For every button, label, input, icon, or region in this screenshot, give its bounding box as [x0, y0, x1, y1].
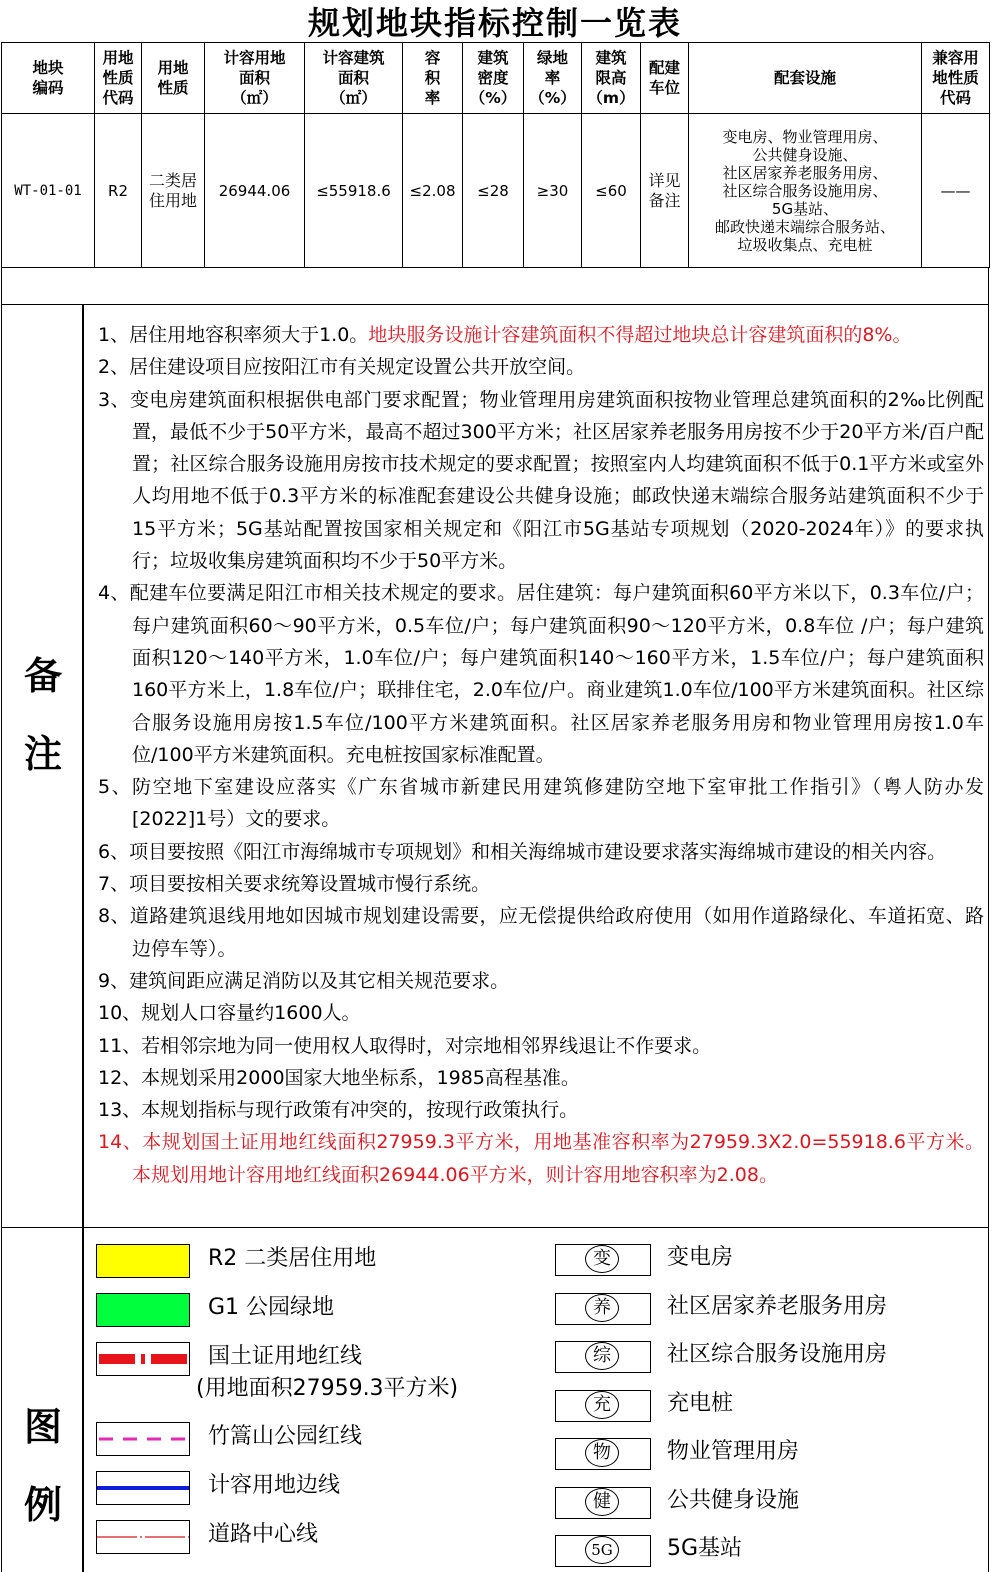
cell-line: 建筑: [595, 49, 627, 67]
legend-section: [1, 1228, 989, 1572]
facility-symbol-box: [555, 1390, 651, 1422]
remarks-label-char-1: 备: [23, 653, 62, 698]
remark-note: [98, 384, 984, 578]
cell-line: （m）: [587, 89, 635, 107]
cell-line: 性质: [157, 79, 189, 97]
cell-line: 面积: [337, 69, 369, 87]
legend-item-label: 国土证用地红线: [208, 1344, 363, 1369]
circled-symbol-icon: 养: [585, 1294, 619, 1322]
remark-note: [98, 997, 984, 1029]
facility-label: 5G基站: [667, 1536, 743, 1561]
remark-highlight: 地块服务设施计容建筑面积不得超过地块总计容建筑面积的8%。: [368, 324, 912, 346]
legend-item-label: R2 二类居住用地: [208, 1246, 377, 1271]
remark-text: 3、变电房建筑面积根据供电部门要求配置；物业管理用房建筑面积按物业管理总建筑面积的2‰比例配置，最低不少于50平方米，最高不超过300平方米；社区居家养老服务用房按不少于20平方米/百户配置；社区综合服务设施用房按市技术规定的要求配置；按照室内人均建筑面积不低于0.1平方米或室外人均用地不低于0.3平方米的标准配套建设公共健身设施；邮政快递末端综合服务站建筑面积不少于15平方米；5G基站配置按国家相关规定和《阳江市5G基站专项规划（2020-2024年）》的要求执行；垃圾收集房建筑面积均不少于50平方米。: [98, 388, 984, 573]
cell-line: 用地: [102, 49, 134, 67]
header-code: [2, 43, 95, 114]
remark-highlight: 14、本规划国土证用地红线面积27959.3平方米，用地基准容积率为27959.3X2.0=55918.6平方米。本规划用地计容用地红线面积26944.06平方米，则计容用地容积率为2.08。: [98, 1131, 984, 1186]
facility-label: 充电桩: [667, 1390, 734, 1416]
legend-item-park-line: [96, 1422, 536, 1462]
cell-green: ≥30: [524, 114, 582, 268]
cell-line: 面积: [238, 69, 270, 87]
remark-text: 11、若相邻宗地为同一使用权人取得时，对宗地相邻界线退让不作要求。: [98, 1034, 712, 1057]
blank-row: [1, 267, 989, 305]
remark-note: [98, 1030, 984, 1062]
cell-line: 配建: [648, 59, 680, 77]
legend-label-column: [2, 1228, 84, 1572]
legend-item-land-red-line: [96, 1342, 536, 1412]
remark-note: [98, 868, 984, 900]
cell-far-area: 26944.06: [205, 114, 305, 268]
header-land-use: [142, 43, 205, 114]
cell-line: 车位: [648, 79, 680, 97]
cell-facilities: [689, 114, 922, 268]
cell-land-use-code: R2: [95, 114, 142, 268]
remark-text: 5、防空地下室建设应落实《广东省城市新建民用建筑修建防空地下室审批工作指引》（粤人防办发[2022]1号）文的要求。: [98, 776, 984, 831]
remark-note: [98, 1126, 984, 1191]
green-swatch-icon: [96, 1293, 190, 1327]
red-boundary-line-icon: [96, 1342, 190, 1376]
cell-line: 编码: [32, 79, 64, 97]
cell-line: 社区综合服务设施用房、: [722, 181, 888, 200]
cell-line: 变电房、物业管理用房、: [722, 127, 888, 146]
remark-text: 7、项目要按相关要求统筹设置城市慢行系统。: [98, 873, 491, 896]
cell-line: 建筑: [477, 49, 509, 67]
page-title: 规划地块指标控制一览表: [307, 4, 682, 42]
cell-line: 兼容用: [932, 49, 979, 67]
legend-item-label: 计容用地边线: [208, 1473, 341, 1498]
remarks-notes: [98, 319, 984, 1191]
header-far-area: [205, 43, 305, 114]
legend-item-label: G1 公园绿地: [208, 1295, 335, 1320]
facility-symbol-box: [555, 1244, 651, 1276]
header-far-build-area: [305, 43, 403, 114]
remark-note: [98, 577, 984, 771]
cell-line: 垃圾收集点、充电桩: [737, 235, 873, 254]
legend-item-far-boundary: [96, 1471, 536, 1511]
cell-line: 计容建筑: [322, 49, 385, 67]
cell-parking: [641, 114, 689, 268]
remark-text: 1、居住用地容积率须大于1.0。: [98, 324, 369, 346]
cell-line: 5G基站、: [771, 199, 839, 218]
table-row: [2, 114, 990, 268]
header-compat: [922, 43, 990, 114]
cell-line: （%）: [469, 89, 517, 107]
legend-item-label: 竹篙山公园红线: [208, 1424, 363, 1449]
cell-land-use: [142, 114, 205, 268]
cell-line: 二类居: [148, 170, 197, 190]
cell-line: 代码: [939, 89, 971, 107]
cell-line: （㎡）: [231, 89, 278, 107]
remark-text: 4、配建车位要满足阳江市相关技术规定的要求。居住建筑：每户建筑面积60平方米以下，0.3车位/户；每户建筑面积60～90平方米，0.5车位/户；每户建筑面积90～120平方米，0.8车位 /户；每户建筑面积120～140平方米，1.0车位/户；每户建筑面积140～160平方米，1.5车位/户；每户建筑面积160平方米上，1.8车位/户；联排住宅，2.0车位/户。商业建筑1.0车位/100平方米建筑面积。社区综合服务设施用房按1.5车位/100平方米建筑面积。社区居家养老服务用房和物业管理用房按1.0车位/100平方米建筑面积。充电桩按国家标准配置。: [98, 582, 984, 766]
facility-label: 物业管理用房: [667, 1439, 800, 1464]
cell-line: 住用地: [148, 190, 197, 210]
legend-item-sublabel: (用地面积27959.3平方米): [196, 1376, 459, 1401]
remark-note: [98, 1062, 984, 1094]
header-far: [403, 43, 463, 114]
legend-item-road-center: [96, 1520, 536, 1560]
cell-line: 积: [424, 69, 441, 87]
yellow-swatch-icon: [96, 1244, 190, 1278]
remark-text: 8、道路建筑退线用地如因城市规划建设需要，应无偿提供给政府使用（如用作道路绿化、车道拓宽、路边停车等）。: [98, 905, 984, 960]
remark-note: [98, 900, 984, 965]
cell-far-build-area: ≤55918.6: [305, 114, 403, 268]
remark-text: 6、项目要按照《阳江市海绵城市专项规划》和相关海绵城市建设要求落实海绵城市建设的相关内容。: [98, 840, 947, 863]
index-table: [1, 42, 990, 268]
magenta-dashed-line-icon: [96, 1422, 190, 1456]
cell-code: WT-01-01: [2, 114, 95, 268]
legend-item-label: 道路中心线: [208, 1522, 319, 1547]
remarks-label-char-2: 注: [23, 731, 62, 776]
cell-line: 率: [544, 69, 561, 87]
facility-symbol-box: [555, 1438, 651, 1470]
facility-symbol-box: [555, 1535, 651, 1567]
table-header-row: [2, 43, 990, 114]
remarks-section: [1, 305, 989, 1228]
facility-label: 公共健身设施: [667, 1487, 800, 1513]
legend-label-char-2: 例: [23, 1482, 62, 1527]
cell-density: ≤28: [463, 114, 524, 268]
legend-item-g1: [96, 1293, 536, 1333]
cell-line: 社区居家养老服务用房、: [722, 163, 888, 182]
remark-note: [98, 965, 984, 997]
legend-item-r2: [96, 1244, 536, 1284]
remark-text: 2、居住建设项目应按阳江市有关规定设置公共开放空间。: [98, 356, 586, 379]
header-density: [463, 43, 524, 114]
remark-text: 13、本规划指标与现行政策有冲突的，按现行政策执行。: [98, 1099, 579, 1122]
circled-symbol-icon: 变: [585, 1245, 619, 1273]
cell-line: 率: [424, 89, 441, 107]
facility-symbol-box: [555, 1487, 651, 1519]
cell-line: 绿地: [536, 49, 568, 67]
remark-note: [98, 319, 984, 351]
facility-label: 社区居家养老服务用房: [667, 1293, 888, 1319]
cell-line: 代码: [102, 89, 134, 107]
circled-symbol-icon: 健: [585, 1488, 619, 1516]
cell-line: 备注: [648, 190, 681, 210]
cell-line: 用地: [157, 59, 189, 77]
circled-symbol-icon: 5G: [585, 1536, 619, 1564]
remark-note: [98, 836, 984, 868]
facility-label: 社区综合服务设施用房: [667, 1342, 888, 1367]
legend-label-char-1: 图: [23, 1404, 62, 1449]
road-centerline-icon: [96, 1520, 190, 1554]
header-land-use-code: [95, 43, 142, 114]
cell-line: 性质: [102, 69, 134, 87]
cell-line: 容: [424, 49, 441, 67]
header-facilities: 配套设施: [689, 43, 922, 114]
remark-note: [98, 1094, 984, 1126]
header-parking: [641, 43, 689, 114]
cell-line: 地性质: [932, 69, 979, 87]
cell-height: ≤60: [582, 114, 641, 268]
cell-line: （%）: [529, 89, 576, 107]
facility-label: 变电房: [667, 1245, 734, 1270]
remark-text: 9、建筑间距应满足消防以及其它相关规范要求。: [98, 969, 510, 992]
remarks-label-column: [2, 305, 84, 1227]
circled-symbol-icon: 充: [585, 1391, 619, 1419]
cell-line: 邮政快递末端综合服务站、: [714, 217, 895, 236]
cell-line: 密度: [477, 69, 509, 87]
blue-line-icon: [96, 1471, 190, 1505]
cell-compat: ——: [922, 114, 990, 268]
cell-line: 地块: [32, 59, 64, 77]
remark-text: 10、规划人口容量约1600人。: [98, 1002, 361, 1025]
remark-text: 12、本规划采用2000国家大地坐标系，1985高程基准。: [98, 1066, 580, 1089]
header-height: [582, 43, 641, 114]
cell-line: 计容用地: [223, 49, 286, 67]
facility-symbol-box: [555, 1341, 651, 1373]
remark-note: [98, 351, 984, 383]
facility-symbol-box: [555, 1293, 651, 1325]
remark-note: [98, 771, 984, 836]
cell-line: 限高: [595, 69, 627, 87]
circled-symbol-icon: 综: [585, 1342, 619, 1370]
header-green: [524, 43, 582, 114]
circled-symbol-icon: 物: [585, 1439, 619, 1467]
cell-line: 公共健身设施、: [752, 145, 858, 164]
cell-line: 详见: [648, 170, 681, 190]
cell-line: （㎡）: [330, 89, 377, 107]
cell-far: ≤2.08: [403, 114, 463, 268]
